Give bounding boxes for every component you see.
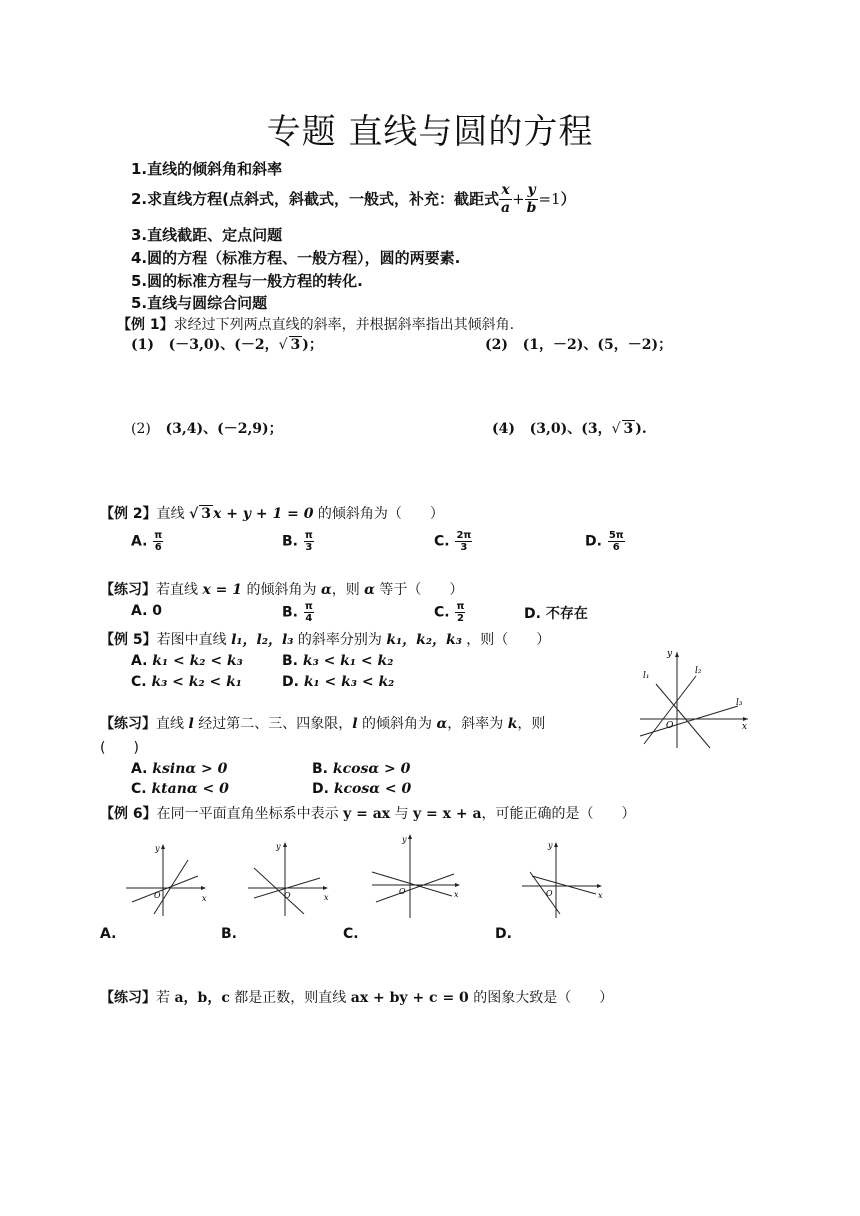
prompt-text: ，则	[517, 716, 546, 732]
graph-line-1	[372, 872, 452, 896]
option-fraction	[455, 530, 472, 553]
slope-symbol: k	[507, 716, 518, 732]
line-names: l₁，l₂，l₃	[231, 632, 294, 648]
graph-line-1	[254, 868, 304, 914]
equation-rest: x + y + 1 = 0	[213, 506, 314, 522]
radicand: 3	[201, 506, 212, 522]
prompt-text: 与	[394, 806, 409, 822]
prompt-text-end: 的倾斜角为（ ）	[317, 506, 444, 522]
option-letter: C.	[434, 533, 450, 550]
slope-names: k₁，k₂，k₃	[386, 632, 462, 648]
option-text: k₃ < k₁ < k₂	[302, 653, 394, 669]
option-text: k₁ < k₃ < k₂	[303, 674, 395, 690]
graph-line-2	[132, 876, 198, 902]
example-5-prompt	[100, 629, 550, 649]
x-axis-label: x	[202, 894, 207, 903]
prompt-text: 若图中直线	[156, 632, 227, 648]
y-axis-arrow	[675, 652, 679, 657]
option-fraction	[455, 601, 465, 624]
prompt-text-end: ，则（ ）	[466, 632, 551, 648]
prompt-text: 都是正数，则直线	[234, 990, 347, 1006]
option-letter: D.	[312, 781, 329, 797]
prompt-text: 经过第二、三、四象限，	[198, 716, 353, 732]
example-5-option-b[interactable]	[282, 653, 393, 669]
option-fraction	[304, 530, 314, 553]
y-axis-arrow	[161, 844, 165, 849]
frac-numerator: π	[456, 601, 465, 612]
y-axis-arrow	[283, 842, 287, 847]
equation: x = 1	[202, 582, 243, 598]
origin-label: O	[154, 891, 161, 900]
example-6-graph-d	[518, 838, 608, 920]
outline-item-2	[131, 182, 576, 217]
option-fraction	[153, 530, 163, 553]
option-letter: B.	[312, 761, 328, 777]
x-axis-arrow	[323, 886, 328, 890]
example-1-part-1: (1) (－3,0)、(－2，√ 3 )；	[131, 337, 323, 353]
variables: a，b，c	[174, 990, 230, 1006]
close-paren: ）	[560, 190, 576, 208]
prompt-text-end: ，可能正确的是（ ）	[481, 806, 636, 822]
practice-2-option-d[interactable]	[312, 781, 411, 797]
prompt-text: 直线	[156, 716, 184, 732]
prompt-text: 若直线	[156, 582, 198, 598]
prompt-text: 的倾斜角为	[246, 582, 317, 598]
practice-1-prompt	[100, 579, 463, 599]
x-axis-arrow	[597, 884, 602, 888]
frac-denominator: 2	[456, 613, 464, 624]
option-letter: B.	[282, 533, 298, 550]
practice-1-option-c[interactable]	[434, 601, 466, 624]
line-l3	[640, 706, 738, 736]
option-letter: B.	[282, 653, 298, 669]
x-axis-label: x	[454, 890, 459, 899]
x-axis-arrow	[201, 886, 206, 890]
y-axis-label: y	[155, 844, 160, 853]
option-text: ksinα > 0	[152, 761, 228, 777]
graph-line-2	[532, 876, 596, 894]
part-text-end: )；	[302, 337, 323, 353]
part-number: (1)	[131, 337, 154, 353]
option-letter: C.	[434, 604, 450, 621]
practice-tag: 【练习】	[100, 990, 156, 1006]
prompt-text-end: 等于（ ）	[379, 582, 464, 598]
practice-1-option-d[interactable]: D. 不存在	[524, 606, 588, 622]
example-6-graph-a	[122, 840, 212, 920]
line-name: l	[188, 716, 194, 732]
option-text: kcosα > 0	[332, 761, 411, 777]
frac-numerator: π	[304, 530, 313, 541]
outline-item-1: 1.直线的倾斜角和斜率	[131, 160, 283, 178]
part-text-end: ).	[635, 421, 647, 437]
page-title: 专题 直线与圆的方程	[266, 112, 594, 152]
practice-tag: 【练习】	[100, 716, 156, 732]
frac-numerator: π	[304, 601, 313, 612]
option-letter: D.	[585, 533, 602, 550]
option-letter: A.	[131, 653, 148, 669]
y-axis-label: y	[402, 835, 407, 844]
example-1-prompt	[117, 314, 514, 334]
example-6-option-c[interactable]: C.	[343, 926, 359, 942]
option-letter: C.	[131, 674, 147, 690]
equation: √ 3 x + y + 1 = 0	[189, 506, 314, 522]
frac-denominator: 6	[612, 542, 620, 553]
prompt-text: 若	[156, 990, 170, 1006]
y-axis-label: y	[276, 842, 281, 851]
y-axis-label: y	[667, 649, 673, 659]
prompt-text: 的斜率分别为	[297, 632, 382, 648]
example-6-option-a[interactable]: A.	[100, 926, 117, 942]
example-2-prompt	[100, 503, 444, 523]
origin-label: O	[399, 887, 406, 896]
x-axis-label: x	[742, 722, 748, 732]
x-axis-arrow	[455, 883, 460, 887]
example-6-option-b[interactable]: B.	[221, 926, 237, 942]
practice-2-option-b[interactable]	[312, 761, 410, 777]
prompt-text: ，则	[331, 582, 360, 598]
l3-label: l₃	[736, 698, 743, 708]
radicand: 3	[290, 337, 301, 353]
y-axis-label: y	[548, 841, 553, 850]
example-5-option-d[interactable]	[282, 674, 394, 690]
x-axis-label: x	[324, 893, 329, 902]
frac-denominator: a	[501, 200, 511, 216]
outline-item-6: 5.直线与圆综合问题	[131, 294, 268, 312]
frac-numerator: y	[525, 182, 539, 200]
graph-line-2	[376, 874, 454, 902]
frac-numerator: 2π	[456, 530, 472, 541]
option-letter: B.	[282, 604, 298, 621]
option-text: kcosα < 0	[333, 781, 412, 797]
outline-item-4: 4.圆的方程（标准方程、一般方程），圆的两要素.	[131, 249, 461, 267]
example-2-option-b[interactable]	[282, 530, 315, 553]
practice-tag: 【练习】	[100, 582, 156, 598]
origin-label: O	[666, 721, 674, 731]
part-text: (3,0)、(3，	[529, 421, 612, 437]
frac-denominator: 4	[305, 613, 313, 624]
line-name: l	[352, 716, 358, 732]
equation-1: y = ax	[343, 806, 391, 822]
origin-label: O	[546, 889, 553, 898]
prompt-text: ，斜率为	[447, 716, 504, 732]
example-5-option-a[interactable]	[131, 653, 243, 669]
example-6-graph-c	[366, 830, 464, 920]
example-6-graph-b	[244, 840, 334, 920]
outline-item-5: 5.圆的标准方程与一般方程的转化.	[131, 272, 363, 290]
example-tag: 【例 6】	[100, 806, 157, 822]
frac-numerator: x	[499, 182, 512, 200]
example-2-option-c[interactable]	[434, 530, 473, 553]
equation-2: y = x + a	[413, 806, 482, 822]
x-axis-arrow	[743, 717, 748, 721]
alpha-symbol: α	[320, 582, 332, 598]
origin-label: O	[284, 891, 291, 900]
part-number: (2)	[131, 421, 151, 437]
frac-denominator: b	[526, 200, 537, 216]
frac-denominator: 3	[460, 542, 468, 553]
option-fraction	[304, 601, 314, 624]
y-axis-arrow	[554, 842, 558, 847]
option-letter: A.	[131, 533, 148, 550]
part-text: (1，－2)、(5，－2)；	[522, 337, 673, 353]
prompt-text: 的倾斜角为	[362, 716, 433, 732]
option-text: k₁ < k₂ < k₃	[152, 653, 243, 669]
outline-item-3: 3.直线截距、定点问题	[131, 226, 283, 244]
equals-one: =1	[538, 190, 561, 208]
example-1-part-3	[131, 418, 283, 438]
radicand: 3	[623, 421, 634, 437]
intercept-fraction-x	[499, 182, 512, 217]
example-1-part-4: (4) (3,0)、(3，√ 3 ).	[492, 421, 647, 437]
intercept-fraction-y	[525, 182, 539, 217]
l2-label: l₂	[695, 666, 702, 676]
alpha-symbol: α	[436, 716, 448, 732]
equation: ax + by + c = 0	[350, 990, 469, 1006]
alpha-symbol: α	[364, 582, 375, 598]
prompt-text-end: 的图象大致是（ ）	[473, 990, 614, 1006]
example-text: 求经过下列两点直线的斜率，并根据斜率指出其倾斜角.	[173, 317, 515, 333]
option-letter: A.	[131, 761, 148, 777]
frac-denominator: 6	[154, 542, 162, 553]
practice-2-answer-paren: ( )	[100, 740, 139, 756]
option-text: k₃ < k₂ < k₁	[151, 674, 242, 690]
example-6-prompt	[100, 803, 636, 823]
example-6-option-d[interactable]: D.	[495, 926, 512, 942]
l1-label: l₁	[643, 671, 650, 681]
option-text: ktanα < 0	[151, 781, 229, 797]
line-l2	[644, 676, 696, 744]
practice-3-prompt	[100, 987, 613, 1007]
y-axis-arrow	[408, 834, 412, 839]
outline-item-2-text: 2.求直线方程(点斜式，斜截式，一般式，补充：截距式	[131, 190, 499, 208]
example-tag: 【例 5】	[100, 632, 157, 648]
prompt-text: 在同一平面直角坐标系中表示	[156, 806, 339, 822]
example-5-line-graph	[636, 646, 754, 750]
example-1-part-2	[485, 334, 672, 354]
frac-numerator: 5π	[608, 530, 624, 541]
frac-numerator: π	[154, 530, 163, 541]
part-number: (4)	[492, 421, 515, 437]
example-tag: 【例 2】	[100, 506, 157, 522]
part-number: (2)	[485, 337, 508, 353]
practice-2-option-a[interactable]	[131, 761, 227, 777]
prompt-text: 直线	[156, 506, 185, 522]
practice-1-option-b[interactable]	[282, 601, 315, 624]
part-text: (－3,0)、(－2，	[168, 337, 279, 353]
example-2-option-d[interactable]	[585, 530, 626, 553]
example-tag: 【例 1】	[117, 317, 174, 333]
practice-2-option-c[interactable]	[131, 781, 229, 797]
practice-2-prompt	[100, 713, 545, 733]
option-letter: D.	[282, 674, 299, 690]
example-5-option-c[interactable]	[131, 674, 242, 690]
option-letter: C.	[131, 781, 147, 797]
frac-denominator: 3	[305, 542, 313, 553]
practice-1-option-a[interactable]: A. 0	[131, 603, 163, 619]
plus-sign: +	[512, 190, 525, 208]
part-text: (3,4)、(－2,9)；	[165, 421, 283, 437]
x-axis-label: x	[598, 891, 603, 900]
example-2-option-a[interactable]	[131, 530, 164, 553]
option-fraction	[608, 530, 625, 553]
